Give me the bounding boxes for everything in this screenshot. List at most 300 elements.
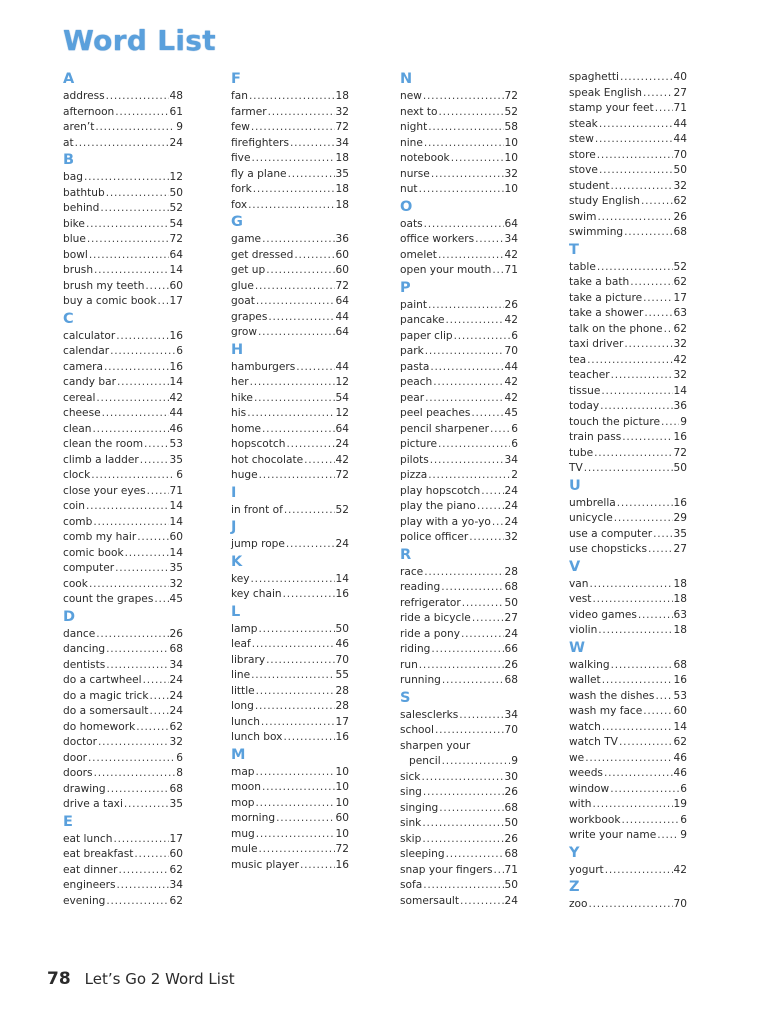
word-entry xyxy=(569,306,687,322)
letter-section xyxy=(231,603,349,746)
leader-dots xyxy=(88,751,175,767)
leader-dots xyxy=(249,89,335,105)
leader-dots xyxy=(144,437,168,453)
letter-section xyxy=(231,553,349,603)
entry-word: buy a comic book xyxy=(63,295,157,307)
word-entry xyxy=(63,704,183,720)
leader-dots xyxy=(477,499,504,515)
entry-page-number: 52 xyxy=(335,503,349,516)
entry-page-number: 26 xyxy=(504,832,518,845)
entry-word: camera xyxy=(63,360,104,373)
entry-page-number: 17 xyxy=(335,715,349,728)
word-entry xyxy=(569,704,687,720)
leader-dots xyxy=(644,306,672,322)
entry-page-number: 62 xyxy=(673,322,687,335)
entry-word: behind xyxy=(63,202,100,214)
word-entry xyxy=(400,105,518,121)
word-entry xyxy=(569,511,687,527)
leader-dots xyxy=(288,167,335,183)
leader-dots xyxy=(438,437,510,453)
leader-dots xyxy=(599,163,673,179)
leader-dots xyxy=(428,468,510,484)
entry-word: comic book xyxy=(63,546,124,559)
leader-dots xyxy=(261,715,335,731)
word-column-1 xyxy=(63,70,183,909)
entry-page-number: 24 xyxy=(504,627,518,640)
word-entry xyxy=(231,279,349,295)
leader-dots xyxy=(461,627,504,643)
word-entry xyxy=(400,232,518,248)
entry-page-number: 26 xyxy=(504,786,518,798)
entry-word: spaghetti xyxy=(569,71,619,83)
entry-page-number: 70 xyxy=(504,345,518,357)
entry-page-number: 46 xyxy=(673,767,687,779)
entry-word: TV xyxy=(569,462,583,474)
entry-word: aren’t xyxy=(63,121,95,133)
entry-word: close your eyes xyxy=(63,484,146,497)
entry-page-number: 16 xyxy=(673,431,687,443)
word-entry xyxy=(400,437,518,453)
leader-dots xyxy=(422,816,503,832)
entry-page-number: 62 xyxy=(169,720,183,733)
leader-dots xyxy=(655,689,672,705)
leader-dots xyxy=(256,684,335,700)
entry-word: swimming xyxy=(569,226,624,238)
entry-word: new xyxy=(400,90,422,102)
word-entry xyxy=(63,360,183,376)
word-entry xyxy=(231,120,349,136)
entry-page-number: 50 xyxy=(335,622,349,635)
entry-page-number: 16 xyxy=(335,588,349,600)
leader-dots xyxy=(597,260,673,276)
entry-page-number: 72 xyxy=(673,446,687,459)
entry-word: stove xyxy=(569,164,598,176)
leader-dots xyxy=(75,136,169,152)
entry-word: umbrella xyxy=(569,496,616,509)
word-entry xyxy=(63,797,183,813)
word-entry xyxy=(63,375,183,391)
word-entry xyxy=(569,720,687,736)
entry-word: few xyxy=(231,121,250,133)
leader-dots xyxy=(442,673,504,689)
section-letter: Y xyxy=(569,844,580,861)
leader-dots xyxy=(431,642,503,658)
word-entry xyxy=(400,708,518,724)
entry-page-number: 18 xyxy=(335,90,349,102)
entry-word: long xyxy=(231,700,254,712)
leader-dots xyxy=(115,561,168,577)
word-entry xyxy=(63,546,183,562)
entry-page-number: 24 xyxy=(335,438,349,450)
word-entry xyxy=(400,248,518,264)
letter-section xyxy=(400,198,518,279)
entry-page-number: 9 xyxy=(680,415,687,428)
leader-dots xyxy=(605,863,673,879)
entry-page-number: 42 xyxy=(504,391,518,404)
word-entry xyxy=(400,673,518,689)
entry-page-number: 18 xyxy=(673,577,687,590)
entry-page-number: 58 xyxy=(504,121,518,133)
page-number: 78 xyxy=(47,969,71,989)
entry-word: refrigerator xyxy=(400,596,461,609)
entry-page-number: 6 xyxy=(176,345,183,357)
entry-page-number: 26 xyxy=(504,658,518,671)
leader-dots xyxy=(250,375,335,391)
entry-word: student xyxy=(569,179,610,192)
word-entry xyxy=(569,117,687,133)
leader-dots xyxy=(110,344,175,360)
entry-page-number: 71 xyxy=(169,484,183,497)
entry-page-number: 18 xyxy=(335,198,349,211)
entry-page-number: 10 xyxy=(504,152,518,164)
entry-page-number: 46 xyxy=(673,751,687,764)
leader-dots xyxy=(641,194,673,210)
entry-page-number: 53 xyxy=(169,438,183,450)
leader-dots xyxy=(283,730,334,746)
entry-word: play with a yo-yo xyxy=(400,515,491,528)
entry-word: reading xyxy=(400,581,441,593)
word-entry xyxy=(231,811,349,827)
leader-dots xyxy=(475,232,503,248)
leader-dots xyxy=(462,596,504,612)
entry-page-number: 26 xyxy=(673,210,687,223)
word-entry xyxy=(569,863,687,879)
entry-word: office workers xyxy=(400,233,475,245)
word-entry xyxy=(400,658,518,674)
entry-page-number: 19 xyxy=(673,798,687,810)
entry-word: clean xyxy=(63,422,92,435)
entry-word: library xyxy=(231,653,266,666)
word-entry xyxy=(231,437,349,453)
entry-word: school xyxy=(400,724,434,736)
entry-word: nurse xyxy=(400,167,430,180)
leader-dots xyxy=(248,198,334,214)
entry-word: sofa xyxy=(400,879,423,891)
entry-word: peach xyxy=(400,376,433,388)
leader-dots xyxy=(262,422,334,438)
leader-dots xyxy=(422,832,503,848)
leader-dots xyxy=(94,263,168,279)
leader-dots xyxy=(438,105,503,121)
entry-page-number: 50 xyxy=(504,817,518,829)
entry-page-number: 29 xyxy=(673,512,687,524)
word-entry xyxy=(569,542,687,558)
word-entry xyxy=(569,577,687,593)
entry-page-number: 14 xyxy=(673,720,687,733)
entry-word: fox xyxy=(231,198,248,211)
word-entry xyxy=(400,894,518,910)
word-entry xyxy=(400,499,518,515)
leader-dots xyxy=(106,89,169,105)
entry-page-number: 42 xyxy=(673,863,687,876)
leader-dots xyxy=(421,770,503,786)
entry-page-number: 42 xyxy=(504,248,518,261)
word-entry xyxy=(400,484,518,500)
leader-dots xyxy=(600,399,672,415)
entry-word: home xyxy=(231,422,262,435)
word-entry xyxy=(231,294,349,310)
entry-page-number: 42 xyxy=(504,376,518,388)
leader-dots xyxy=(584,461,673,477)
entry-page-number: 32 xyxy=(673,338,687,350)
entry-page-number: 16 xyxy=(673,674,687,686)
word-entry xyxy=(400,754,518,770)
entry-page-number: 52 xyxy=(673,260,687,273)
entry-page-number: 34 xyxy=(504,453,518,466)
entry-page-number: 71 xyxy=(504,264,518,276)
entry-page-number: 50 xyxy=(504,596,518,609)
entry-word: do a somersault xyxy=(63,705,149,717)
entry-word: take a bath xyxy=(569,276,630,288)
word-entry xyxy=(400,723,518,739)
leader-dots xyxy=(256,294,335,310)
entry-page-number: 32 xyxy=(673,369,687,381)
entry-page-number: 35 xyxy=(169,453,183,466)
entry-word: violin xyxy=(569,624,598,636)
entry-word: table xyxy=(569,260,596,273)
entry-page-number: 55 xyxy=(335,669,349,681)
word-entry xyxy=(63,453,183,469)
leader-dots xyxy=(136,720,168,736)
entry-page-number: 14 xyxy=(169,515,183,528)
leader-dots xyxy=(93,515,168,531)
leader-dots xyxy=(598,623,672,639)
leader-dots xyxy=(286,537,335,553)
leader-dots xyxy=(149,704,168,720)
entry-page-number: 27 xyxy=(504,612,518,624)
entry-page-number: 60 xyxy=(673,705,687,717)
section-letter: B xyxy=(63,152,75,168)
leader-dots xyxy=(258,325,335,341)
leader-dots xyxy=(617,496,673,512)
leader-dots xyxy=(451,151,504,167)
word-entry xyxy=(400,627,518,643)
entry-word: bowl xyxy=(63,248,88,261)
entry-word: clock xyxy=(63,469,91,481)
entry-page-number: 62 xyxy=(673,736,687,748)
entry-page-number: 72 xyxy=(335,279,349,292)
leader-dots xyxy=(648,542,673,558)
entry-page-number: 71 xyxy=(673,102,687,114)
word-entry xyxy=(231,167,349,183)
entry-page-number: 12 xyxy=(169,171,183,183)
entry-page-number: 9 xyxy=(511,755,518,767)
word-column-4 xyxy=(569,70,687,913)
leader-dots xyxy=(587,353,672,369)
entry-page-number: 72 xyxy=(335,469,349,481)
entry-page-number: 44 xyxy=(673,117,687,130)
entry-word: game xyxy=(231,233,262,245)
entry-word: swim xyxy=(569,210,597,223)
word-entry xyxy=(231,730,349,746)
leader-dots xyxy=(592,592,672,608)
entry-word: cereal xyxy=(63,391,96,404)
entry-page-number: 30 xyxy=(504,770,518,783)
letter-section xyxy=(569,844,687,879)
entry-word: write your name xyxy=(569,829,657,841)
entry-page-number: 61 xyxy=(169,105,183,118)
leader-dots xyxy=(471,406,503,422)
section-letter: W xyxy=(569,639,585,656)
entry-page-number: 34 xyxy=(504,708,518,721)
word-entry xyxy=(400,785,518,801)
leader-dots xyxy=(424,217,504,233)
entry-page-number: 32 xyxy=(504,531,518,543)
entry-page-number: 34 xyxy=(335,136,349,149)
word-entry xyxy=(63,89,183,105)
entry-word: mop xyxy=(231,796,255,809)
word-entry xyxy=(569,194,687,210)
leader-dots xyxy=(624,225,672,241)
entry-page-number: 54 xyxy=(335,391,349,404)
entry-word: park xyxy=(400,345,424,357)
leader-dots xyxy=(428,120,503,136)
entry-word: blue xyxy=(63,233,86,245)
entry-word: coin xyxy=(63,500,85,512)
word-entry xyxy=(400,611,518,627)
word-entry xyxy=(569,813,687,829)
leader-dots xyxy=(459,708,503,724)
entry-word: sink xyxy=(400,817,422,829)
entry-word: count the grapes xyxy=(63,593,154,605)
entry-word: study English xyxy=(569,195,641,207)
leader-dots xyxy=(143,673,169,689)
entry-word: sing xyxy=(400,786,422,798)
leader-dots xyxy=(262,232,334,248)
entry-word: store xyxy=(569,148,596,161)
entry-word: fork xyxy=(231,183,252,195)
leader-dots xyxy=(638,608,673,624)
leader-dots xyxy=(472,611,504,627)
entry-word: do a cartwheel xyxy=(63,674,142,686)
entry-word: mule xyxy=(231,843,258,855)
leader-dots xyxy=(431,167,504,183)
entry-word: her xyxy=(231,376,249,388)
entry-page-number: 24 xyxy=(504,500,518,512)
leader-dots xyxy=(424,565,503,581)
entry-word: somersault xyxy=(400,894,460,907)
leader-dots xyxy=(304,453,334,469)
entry-page-number: 6 xyxy=(680,813,687,826)
word-entry xyxy=(400,391,518,407)
word-entry xyxy=(400,263,518,279)
entry-page-number: 46 xyxy=(169,422,183,435)
entry-word: we xyxy=(569,751,585,764)
word-entry xyxy=(231,765,349,781)
entry-word: cheese xyxy=(63,407,101,419)
entry-word: huge xyxy=(231,469,258,481)
leader-dots xyxy=(490,422,510,438)
entry-word: map xyxy=(231,765,255,778)
letter-section xyxy=(63,70,183,151)
word-entry xyxy=(231,151,349,167)
letter-section xyxy=(400,279,518,546)
entry-word: glue xyxy=(231,279,254,292)
entry-page-number: 60 xyxy=(169,279,183,292)
entry-word: picture xyxy=(400,438,438,450)
entry-word: singing xyxy=(400,801,439,814)
leader-dots xyxy=(102,406,169,422)
word-entry xyxy=(569,260,687,276)
entry-word: use a computer xyxy=(569,527,653,540)
word-entry xyxy=(400,182,518,198)
entry-word: clean the room xyxy=(63,438,144,450)
entry-page-number: 68 xyxy=(504,848,518,860)
entry-word: sleeping xyxy=(400,848,445,860)
word-entry xyxy=(569,101,687,117)
entry-page-number: 48 xyxy=(169,90,183,102)
leader-dots xyxy=(140,453,169,469)
leader-dots xyxy=(300,858,335,874)
word-entry xyxy=(569,163,687,179)
leader-dots xyxy=(115,105,168,121)
word-entry xyxy=(400,863,518,879)
leader-dots xyxy=(276,811,334,827)
leader-dots xyxy=(425,391,503,407)
entry-page-number: 16 xyxy=(673,496,687,509)
leader-dots xyxy=(117,878,169,894)
word-entry xyxy=(63,751,183,767)
entry-word: paint xyxy=(400,298,428,311)
entry-word: omelet xyxy=(400,248,437,261)
entry-page-number: 71 xyxy=(504,863,518,876)
word-entry xyxy=(231,780,349,796)
leader-dots xyxy=(96,391,168,407)
entry-word: video games xyxy=(569,608,637,621)
word-entry xyxy=(569,673,687,689)
leader-dots xyxy=(268,105,335,121)
entry-page-number: 62 xyxy=(673,276,687,288)
section-letter: L xyxy=(231,603,241,620)
leader-dots xyxy=(435,723,504,739)
leader-dots xyxy=(624,337,672,353)
entry-page-number: 72 xyxy=(504,90,518,102)
entry-page-number: 26 xyxy=(504,298,518,311)
word-entry xyxy=(231,699,349,715)
word-entry xyxy=(231,105,349,121)
word-entry xyxy=(63,105,183,121)
entry-word: morning xyxy=(231,812,276,824)
word-entry xyxy=(400,313,518,329)
entry-page-number: 6 xyxy=(511,422,518,435)
entry-word: hopscotch xyxy=(231,438,286,450)
word-entry xyxy=(400,298,518,314)
word-entry xyxy=(231,637,349,653)
entry-word: do a magic trick xyxy=(63,689,149,702)
section-letter: T xyxy=(569,241,579,258)
leader-dots xyxy=(599,117,673,133)
leader-dots xyxy=(430,453,504,469)
entry-word: train pass xyxy=(569,431,622,443)
leader-dots xyxy=(86,217,169,233)
entry-word: tea xyxy=(569,353,587,366)
entry-word: speak English xyxy=(569,86,643,99)
entry-word: talk on the phone xyxy=(569,322,663,335)
word-entry xyxy=(63,344,183,360)
entry-word: wallet xyxy=(569,674,601,686)
leader-dots xyxy=(106,894,168,910)
entry-page-number: 2 xyxy=(511,469,518,481)
word-entry xyxy=(569,225,687,241)
word-entry xyxy=(63,186,183,202)
entry-page-number: 36 xyxy=(335,233,349,245)
entry-page-number: 44 xyxy=(169,407,183,419)
word-entry xyxy=(63,561,183,577)
leader-dots xyxy=(423,785,504,801)
entry-word: sharpen your xyxy=(400,739,471,752)
leader-dots xyxy=(643,86,673,102)
section-letter: N xyxy=(400,71,413,87)
